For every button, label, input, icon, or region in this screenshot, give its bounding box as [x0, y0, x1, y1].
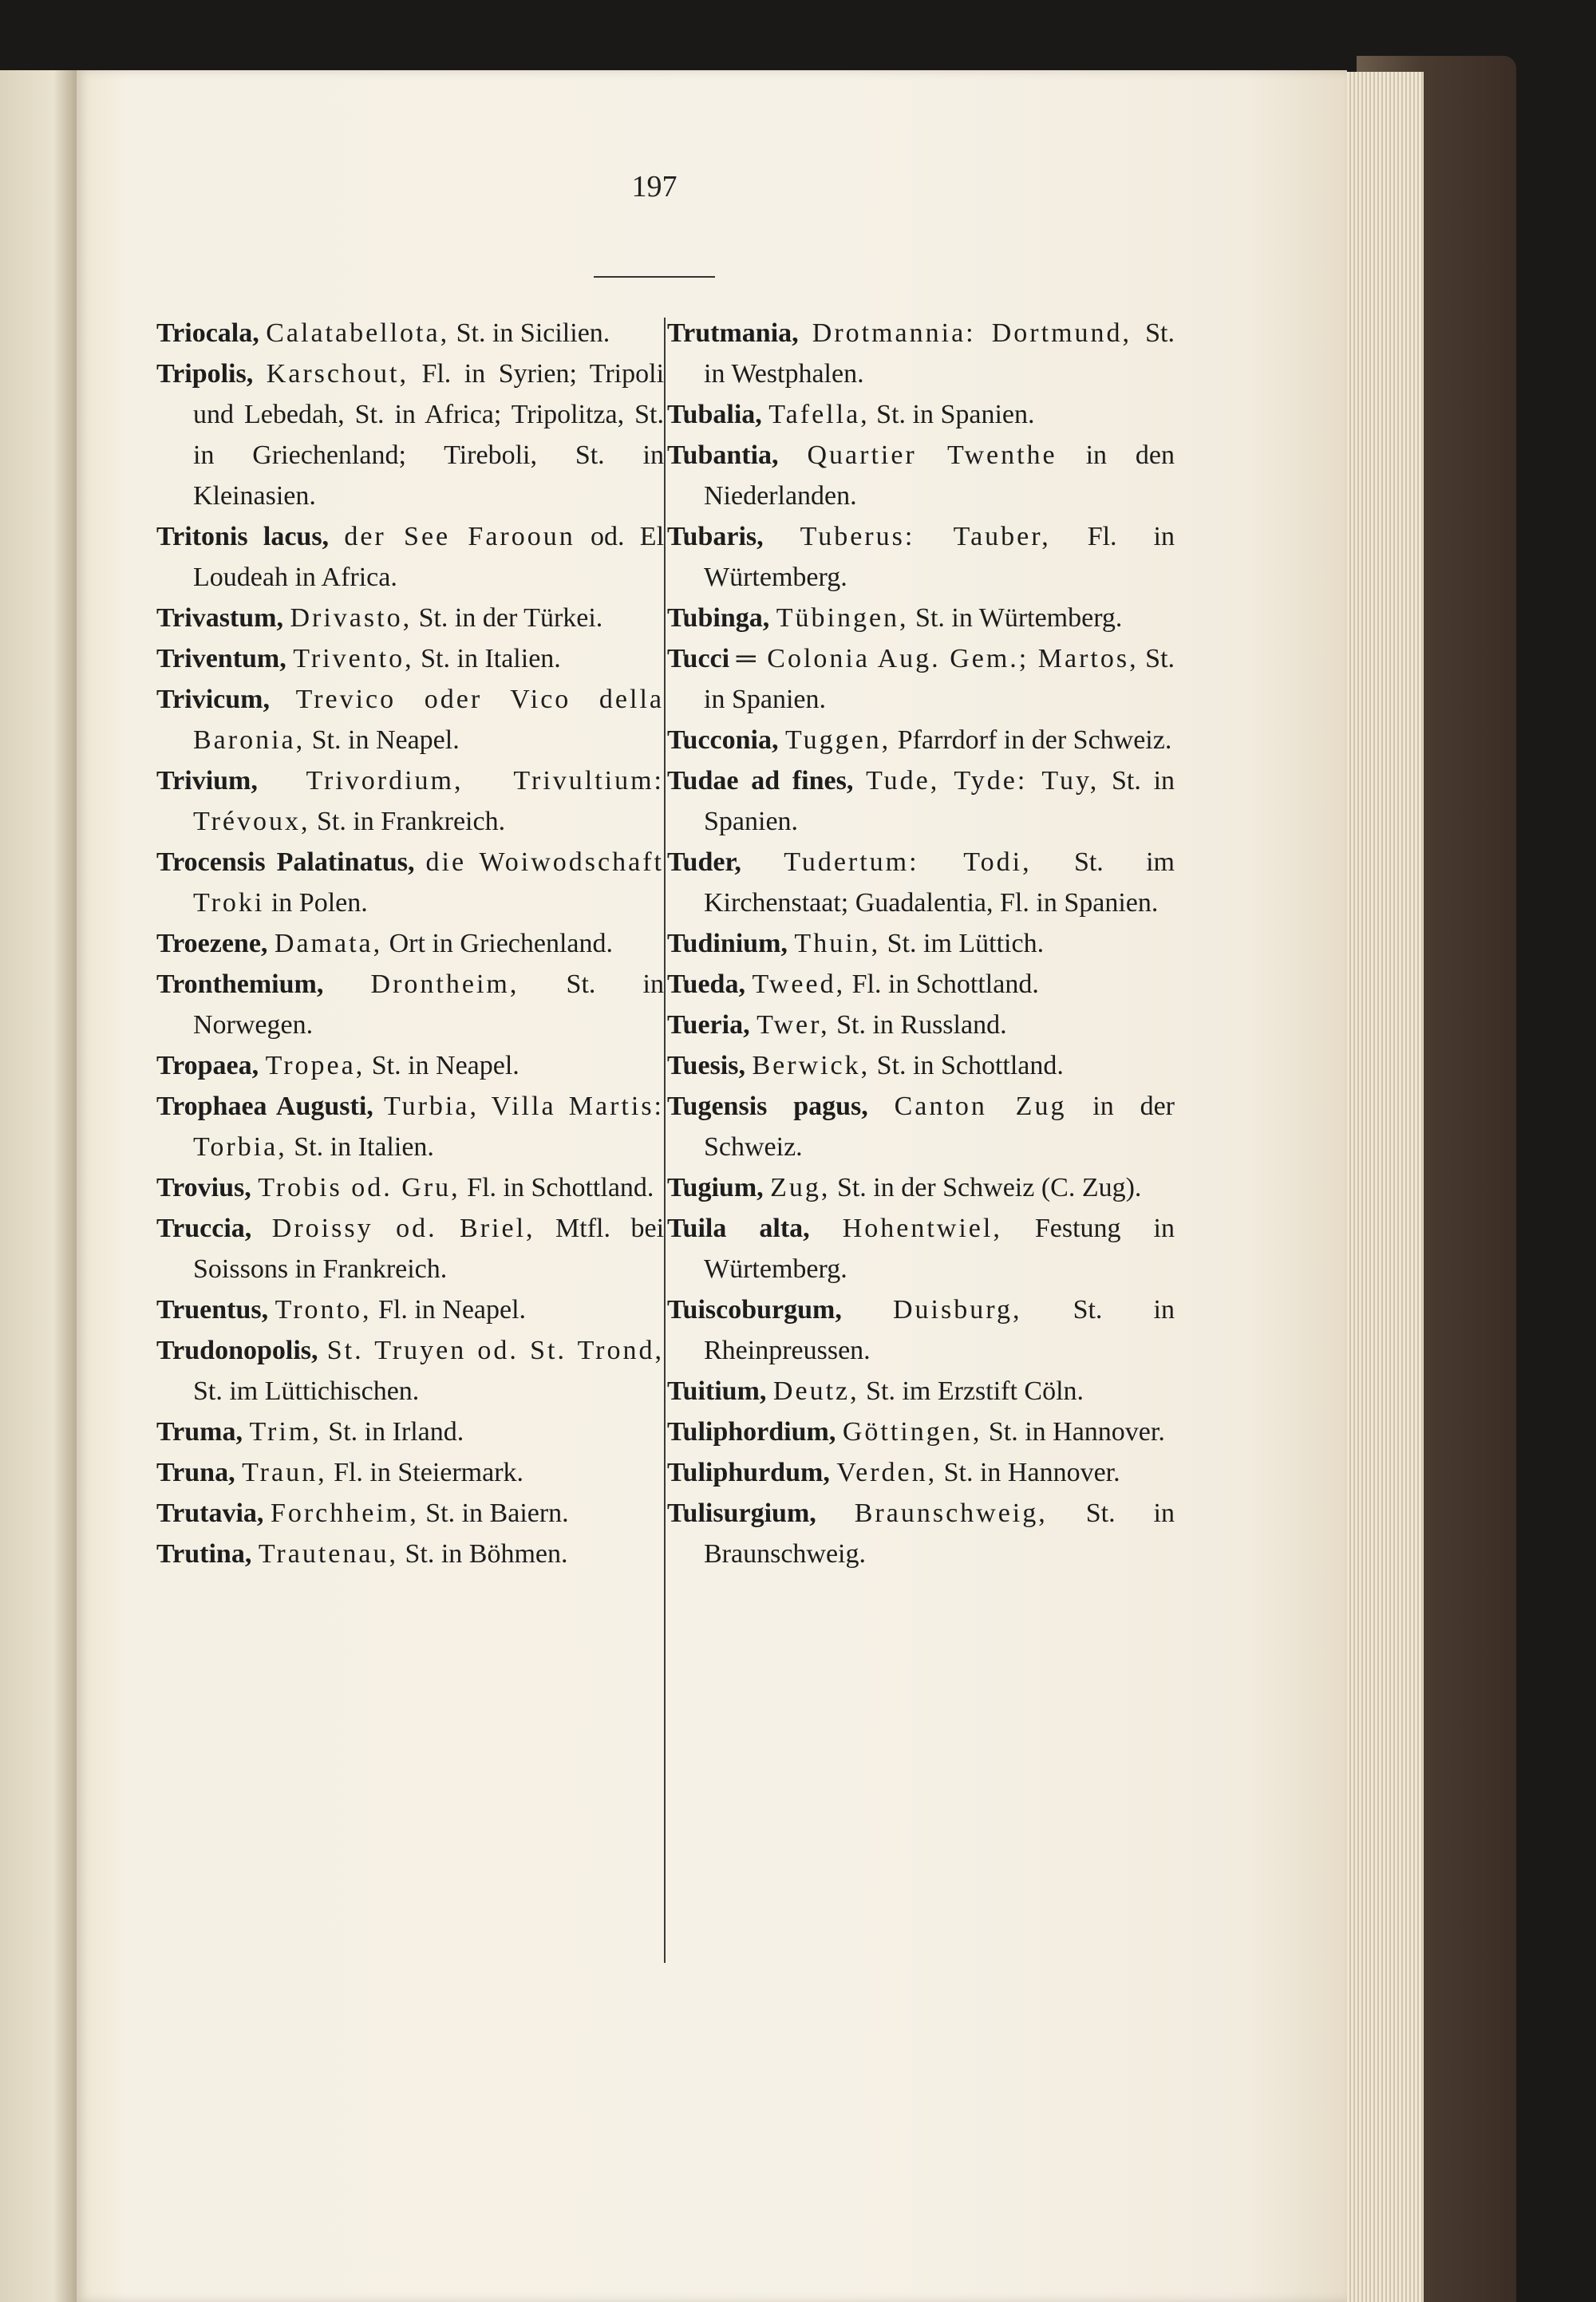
dictionary-entry	[667, 1086, 1175, 1167]
entry-headword: Trivium,	[156, 766, 258, 796]
entry-headword: Tripolis,	[156, 359, 254, 389]
entry-modern-name: Canton Zug	[894, 1092, 1067, 1121]
entry-modern-name: Thuin,	[794, 929, 881, 958]
entry-description: Fl. in Steiermark.	[334, 1458, 524, 1487]
entry-modern-name: Trivordium, Trivultium: Trévoux,	[193, 766, 665, 836]
entry-headword: Tugensis pagus,	[667, 1092, 868, 1121]
entry-headword: Tubalia,	[667, 400, 762, 429]
dictionary-entry	[156, 760, 665, 842]
entry-description: Fl. in Syrien; Tripoli und Lebedah, St. in Africa; Tripolitza, St. in Griechenland; Tireboli, St. in Kleinasien.	[193, 359, 665, 511]
entry-modern-name: Droissy od. Briel,	[271, 1214, 535, 1243]
entry-headword: Trivastum,	[156, 603, 283, 633]
dictionary-entry	[156, 679, 665, 760]
entry-headword: Triventum,	[156, 644, 286, 673]
entry-headword: Tubinga,	[667, 603, 770, 633]
dictionary-entry	[156, 1493, 664, 1534]
dictionary-entry	[667, 1208, 1175, 1289]
entry-modern-name: Tweed,	[752, 969, 846, 999]
entry-modern-name: Deutz,	[772, 1376, 859, 1406]
entry-description: in den Niederlanden.	[704, 440, 1175, 511]
entry-modern-name: Karschout,	[266, 359, 409, 389]
entry-headword: Tuila alta,	[667, 1214, 810, 1243]
entry-modern-name: Traun,	[242, 1458, 327, 1487]
entry-headword: Tucconia,	[667, 725, 779, 755]
entry-headword: Triocala,	[156, 318, 259, 348]
entry-description: St. in Westphalen.	[704, 318, 1175, 389]
entry-description: Fl. in Schottland.	[467, 1173, 654, 1202]
dictionary-entry	[667, 435, 1175, 516]
entry-headword: Tubaris,	[667, 522, 764, 551]
dictionary-entry	[156, 1045, 664, 1086]
dictionary-entry	[667, 516, 1175, 598]
entry-description: in Polen.	[271, 888, 368, 918]
left-column	[156, 313, 664, 1574]
entry-headword: Tuiscoburgum,	[667, 1295, 842, 1325]
dictionary-entry	[156, 638, 664, 679]
entry-headword: Tritonis lacus,	[156, 522, 330, 551]
dictionary-entry	[156, 516, 665, 598]
entry-description: Pfarrdorf in der Schweiz.	[897, 725, 1172, 755]
dictionary-entry	[156, 842, 664, 923]
entry-modern-name: die Woiwodschaft Troki	[193, 847, 664, 918]
entry-headword: Tropaea,	[156, 1051, 259, 1080]
entry-modern-name: Trivento,	[293, 644, 414, 673]
entry-description: Fl. in Würtemberg.	[704, 522, 1175, 592]
entry-headword: Tueda,	[667, 969, 745, 999]
entry-description: St. in Böhmen.	[405, 1539, 568, 1569]
entry-modern-name: Berwick,	[752, 1051, 871, 1080]
entry-description: Fl. in Schottland.	[851, 969, 1039, 999]
dictionary-entry	[667, 1167, 1175, 1208]
entry-modern-name: Calatabellota,	[266, 318, 450, 348]
dictionary-entry	[667, 638, 1175, 720]
dictionary-entry	[667, 1005, 1175, 1045]
entry-modern-name: St. Truyen od. St. Trond,	[326, 1336, 665, 1365]
entry-description: St. in Sicilien.	[456, 318, 610, 348]
entry-description: Mtfl. bei Soissons in Frankreich.	[193, 1214, 665, 1284]
dictionary-entry	[667, 842, 1175, 923]
entry-description: in der Schweiz.	[704, 1092, 1175, 1162]
entry-description: St. in Spanien.	[704, 644, 1175, 714]
dictionary-entry	[667, 1289, 1175, 1371]
entry-modern-name: Tropea,	[265, 1051, 365, 1080]
entry-description: St. im Erzstift Cöln.	[866, 1376, 1084, 1406]
dictionary-entry	[667, 1045, 1175, 1086]
entry-modern-name: Tuberus: Tauber,	[800, 522, 1051, 551]
entry-modern-name: Tronto,	[275, 1295, 372, 1325]
entry-description: St. in Spanien.	[876, 400, 1035, 429]
entry-headword: Truccia,	[156, 1214, 252, 1243]
entry-modern-name: Verden,	[836, 1458, 938, 1487]
entry-headword: Tulisurgium,	[667, 1498, 816, 1528]
entry-modern-name: Trim,	[249, 1417, 322, 1447]
entry-modern-name: Twer,	[757, 1010, 830, 1040]
entry-headword: Truna,	[156, 1458, 235, 1487]
dictionary-entry	[667, 964, 1175, 1005]
entry-description: St. im Lüttichischen.	[193, 1376, 420, 1406]
entry-description: St. im Lüttich.	[887, 929, 1045, 958]
dictionary-entry	[156, 1452, 664, 1493]
entry-modern-name: Braunschweig,	[854, 1498, 1048, 1528]
entry-description: St. in der Türkei.	[418, 603, 603, 633]
dictionary-entry	[156, 598, 664, 638]
entry-description: St. in Hannover.	[943, 1458, 1120, 1487]
entry-headword: Tuitium,	[667, 1376, 767, 1406]
dictionary-entry	[667, 313, 1175, 394]
dictionary-entry	[156, 1330, 665, 1412]
dictionary-entry	[667, 1493, 1175, 1574]
entry-description: St. in Italien.	[421, 644, 561, 673]
entry-headword: Tucci	[667, 644, 730, 673]
entry-description: Fl. in Neapel.	[377, 1295, 527, 1325]
entry-headword: Trutmania,	[667, 318, 799, 348]
entry-description: St. in Schottland.	[876, 1051, 1064, 1080]
entry-modern-name: Drivasto,	[290, 603, 413, 633]
dictionary-entry	[156, 1534, 664, 1574]
entry-modern-name: Turbia, Villa Martis: Torbia,	[193, 1092, 664, 1162]
entry-headword: Troezene,	[156, 929, 268, 958]
dictionary-entry	[156, 964, 664, 1045]
entry-modern-name: Damata,	[274, 929, 383, 958]
entry-description: St. in Spanien.	[704, 766, 1175, 836]
entry-headword: Trophaea Augusti,	[156, 1092, 373, 1121]
entry-headword: Tudae ad fines,	[667, 766, 854, 796]
dictionary-entry	[667, 1371, 1175, 1412]
entry-description: St. im Kirchenstaat; Guadalentia, Fl. in Spanien.	[704, 847, 1175, 918]
entry-modern-name: Drontheim,	[370, 969, 519, 999]
dictionary-entry	[156, 1289, 664, 1330]
entry-modern-name: Trautenau,	[258, 1539, 398, 1569]
dictionary-entry	[156, 353, 665, 516]
entry-modern-name: Tafella,	[768, 400, 870, 429]
column-divider	[664, 318, 666, 1963]
entry-headword: Tueria,	[667, 1010, 750, 1040]
entry-modern-name: Quartier Twenthe	[807, 440, 1057, 470]
dictionary-entry	[156, 1086, 664, 1167]
entry-description: St. in Russland.	[836, 1010, 1007, 1040]
dictionary-entry	[667, 760, 1175, 842]
page-number-rule	[594, 276, 715, 278]
entry-modern-name: Tude, Tyde: Tuy,	[866, 766, 1100, 796]
entry-description: od. El Loudeah in Africa.	[193, 522, 665, 592]
dictionary-entry	[667, 720, 1175, 760]
entry-modern-name: Drotmannia: Dortmund,	[812, 318, 1132, 348]
entry-headword: Trutina,	[156, 1539, 252, 1569]
entry-modern-name: Tudertum: Todi,	[784, 847, 1032, 877]
right-column	[667, 313, 1175, 1574]
dictionary-entry	[156, 313, 664, 353]
entry-headword: Tuesis,	[667, 1051, 745, 1080]
entry-description: St. in Norwegen.	[193, 969, 664, 1040]
entry-headword: Trivicum,	[156, 685, 270, 714]
entry-headword: Truentus,	[156, 1295, 269, 1325]
entry-modern-name: Hohentwiel,	[842, 1214, 1002, 1243]
entry-modern-name: ═ Colonia Aug. Gem.; Martos,	[736, 644, 1139, 673]
entry-description: Ort in Griechenland.	[389, 929, 614, 958]
entry-headword: Trutavia,	[156, 1498, 264, 1528]
entry-headword: Trovius,	[156, 1173, 251, 1202]
entry-headword: Truma,	[156, 1417, 243, 1447]
dictionary-entry	[667, 1412, 1175, 1452]
entry-modern-name: Forchheim,	[270, 1498, 419, 1528]
page-number: 197	[631, 170, 678, 203]
dictionary-entry	[667, 923, 1175, 964]
entry-modern-name: Trobis od. Gru,	[258, 1173, 460, 1202]
entry-headword: Tuliphurdum,	[667, 1458, 830, 1487]
entry-headword: Tubantia,	[667, 440, 779, 470]
entry-description: St. in der Schweiz (C. Zug).	[836, 1173, 1142, 1202]
dictionary-entry	[667, 394, 1175, 435]
entry-modern-name: Trevico oder Vico della Baronia,	[193, 685, 665, 755]
dictionary-entry	[156, 1208, 665, 1289]
entry-description: Festung in Würtemberg.	[704, 1214, 1175, 1284]
entry-description: St. in Baiern.	[425, 1498, 569, 1528]
entry-headword: Tudinium,	[667, 929, 788, 958]
dictionary-entry	[667, 1452, 1175, 1493]
entry-modern-name: Tuggen,	[785, 725, 891, 755]
entry-headword: Tronthemium,	[156, 969, 324, 999]
entry-headword: Tuliphordium,	[667, 1417, 836, 1447]
dictionary-entry	[667, 598, 1175, 638]
entry-description: St. in Rheinpreussen.	[704, 1295, 1175, 1365]
entry-description: St. in Braunschweig.	[704, 1498, 1175, 1569]
entry-headword: Tugium,	[667, 1173, 764, 1202]
entry-description: St. in Neapel.	[371, 1051, 519, 1080]
entry-modern-name: der See Farooun	[344, 522, 575, 551]
entry-headword: Trudonopolis,	[156, 1336, 318, 1365]
entry-description: St. in Italien.	[294, 1132, 434, 1162]
entry-description: St. in Frankreich.	[317, 807, 506, 836]
entry-description: St. in Hannover.	[988, 1417, 1165, 1447]
left-page-edge	[0, 70, 77, 2302]
dictionary-entry	[156, 1412, 664, 1452]
entry-description: St. in Irland.	[328, 1417, 464, 1447]
entry-headword: Tuder,	[667, 847, 741, 877]
entry-description: St. in Würtemberg.	[915, 603, 1123, 633]
entry-modern-name: Göttingen,	[842, 1417, 982, 1447]
entry-modern-name: Duisburg,	[893, 1295, 1022, 1325]
entry-description: St. in Neapel.	[311, 725, 460, 755]
entry-modern-name: Tübingen,	[776, 603, 909, 633]
page-edges	[1347, 72, 1424, 2302]
entry-headword: Trocensis Palatinatus,	[156, 847, 415, 877]
dictionary-entry	[156, 1167, 664, 1208]
entry-modern-name: Zug,	[770, 1173, 831, 1202]
dictionary-entry	[156, 923, 664, 964]
